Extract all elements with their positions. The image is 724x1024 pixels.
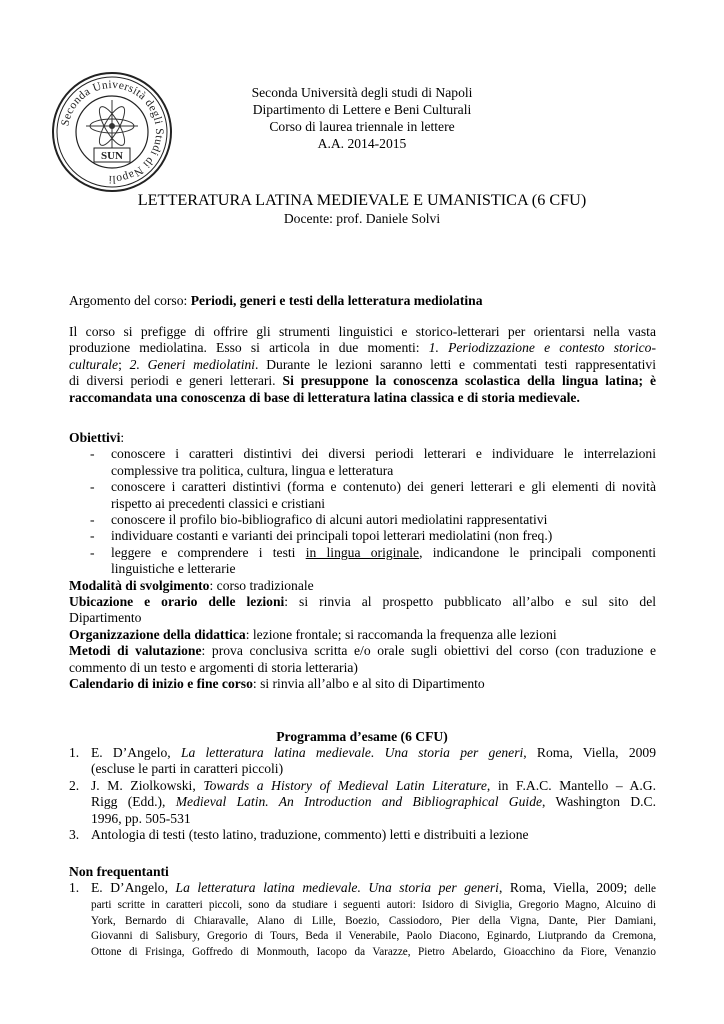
description-line: culturale; 2. Generi mediolatini. Durante le lezioni saranno letti e commentati testi rappresentativi xyxy=(69,356,656,372)
course-topic-label: Argomento del corso: xyxy=(69,293,191,308)
non-attending-program xyxy=(69,880,656,961)
bullet-dash: - xyxy=(90,446,95,462)
objective-item: - conoscere i caratteri distintivi dei diversi periodi letterari e individuare le interrelazioni complessive tra politica, cultura, lingua e letteratura xyxy=(90,446,656,478)
svg-text:Seconda Università degli Studi: Seconda Università degli Studi di Napoli xyxy=(59,78,166,186)
assessment-methods-cont: commento di un testo e argomenti di storia letteraria) xyxy=(69,659,358,675)
lesson-location: Ubicazione e orario delle lezioni: si rinvia al prospetto pubblicato all’albo e sul sito del xyxy=(69,594,657,610)
lesson-location-cont: Dipartimento xyxy=(69,610,142,626)
teaching-mode: Modalità di svolgimento: corso tradizionale xyxy=(69,577,314,593)
program-item: 3. Antologia di testi (testo latino, traduzione, commento) letti e distribuiti a lezione xyxy=(69,827,529,843)
course-topic-value: Periodi, generi e testi della letteratura mediolatina xyxy=(190,293,483,308)
program-item: 1. E. D’Angelo, La letteratura latina medievale. Una storia per generi, Roma, Viella, 2009 (escluse le parti in caratteri piccoli) xyxy=(69,745,657,777)
assessment-methods: Metodi di valutazione: prova conclusiva scritta e/o orale sugli obiettivi del corso (con traduzione e xyxy=(69,643,656,659)
objective-item: - individuare costanti e varianti dei principali topoi letterari mediolatini (non freq.) xyxy=(90,528,553,544)
program-item: 2. J. M. Ziolkowski, Towards a History of Medieval Latin Literature, in F.A.C. Mantello – A.G. Rigg (Edd.), Medieval Latin. An Introduction and Bibliographical Guide, Washington D.C. 1996, pp. 505-531 xyxy=(69,777,657,826)
objectives-heading: Obiettivi: xyxy=(69,430,125,445)
university-name: Seconda Università degli studi di Napoli xyxy=(251,85,473,100)
department-name: Dipartimento di Lettere e Beni Culturali xyxy=(252,102,472,117)
description-line: produzione mediolatina. Esso si articola in due momenti: 1. Periodizzazione e contesto storico- xyxy=(69,340,656,356)
exam-program-heading: Programma d’esame (6 CFU) xyxy=(276,729,448,744)
course-teacher: Docente: prof. Daniele Solvi xyxy=(283,211,441,226)
course-description xyxy=(69,324,656,406)
academic-year: A.A. 2014-2015 xyxy=(317,136,407,151)
course-title: LETTERATURA LATINA MEDIEVALE E UMANISTICA (6 CFU) xyxy=(137,191,587,209)
degree-course: Corso di laurea triennale in lettere xyxy=(269,119,455,134)
objective-item: - conoscere il profilo bio-bibliografico di alcuni autori mediolatini rappresentativi xyxy=(90,512,548,528)
bullet-dash: - xyxy=(90,479,95,495)
underlined-phrase: in lingua originale xyxy=(305,544,420,560)
bullet-dash: - xyxy=(90,528,95,544)
description-line: Il corso si prefigge di offrire gli strumenti linguistici e storico-letterari per orientarsi nella vasta xyxy=(69,324,656,339)
bullet-dash: - xyxy=(90,544,95,560)
objective-item: - conoscere i caratteri distintivi (forma e contenuto) dei generi letterari e gli elementi di novità rispetto ai precedenti classici e cristiani xyxy=(90,479,656,511)
program-item: 1. E. D’Angelo, La letteratura latina medievale. Una storia per generi, Roma, Viella, 2009; delle parti scritte in caratteri piccoli, sono da studiare i seguenti autori: Isidoro di Siviglia, Gregorio Magno, Alcuino di York, Bernardo di Chiaravalle, Alano di Lille, Boezio, Cassiodoro, Pier della Vigna, Dante, Pier Damiani, Giovanni di Salisbury, Gregorio di Tours, Beda il Venerabile, Paolo Diacono, Eginardo, Liutprando da Cremona, Ottone di Frisinga, Goffredo di Monmouth, Iacopo da Varazze, Pietro Abelardo, Gioacchino da Fiore, Venanzio xyxy=(69,880,656,959)
bullet-dash: - xyxy=(90,512,95,528)
exam-program-list xyxy=(69,745,656,843)
description-line: di diversi periodi e generi letterari. Si presuppone la conoscenza scolastica della lingua latina; è xyxy=(69,373,657,389)
institution-header xyxy=(0,84,724,152)
description-line: raccomandata una conoscenza di base di letteratura latina classica e di storia medievale. xyxy=(69,389,580,405)
course-topic xyxy=(69,293,656,309)
objectives-section xyxy=(69,430,656,693)
course-calendar: Calendario di inizio e fine corso: si rinvia all’albo e al sito di Dipartimento xyxy=(69,676,485,692)
non-attending-heading: Non frequentanti xyxy=(69,864,169,879)
teaching-organization: Organizzazione della didattica: lezione frontale; si raccomanda la frequenza alle lezioni xyxy=(69,626,557,642)
objective-item: - leggere e comprendere i testi in lingua originale, indicandone le principali componenti linguistiche e letterarie xyxy=(90,544,656,577)
svg-text:SUN: SUN xyxy=(100,150,124,162)
